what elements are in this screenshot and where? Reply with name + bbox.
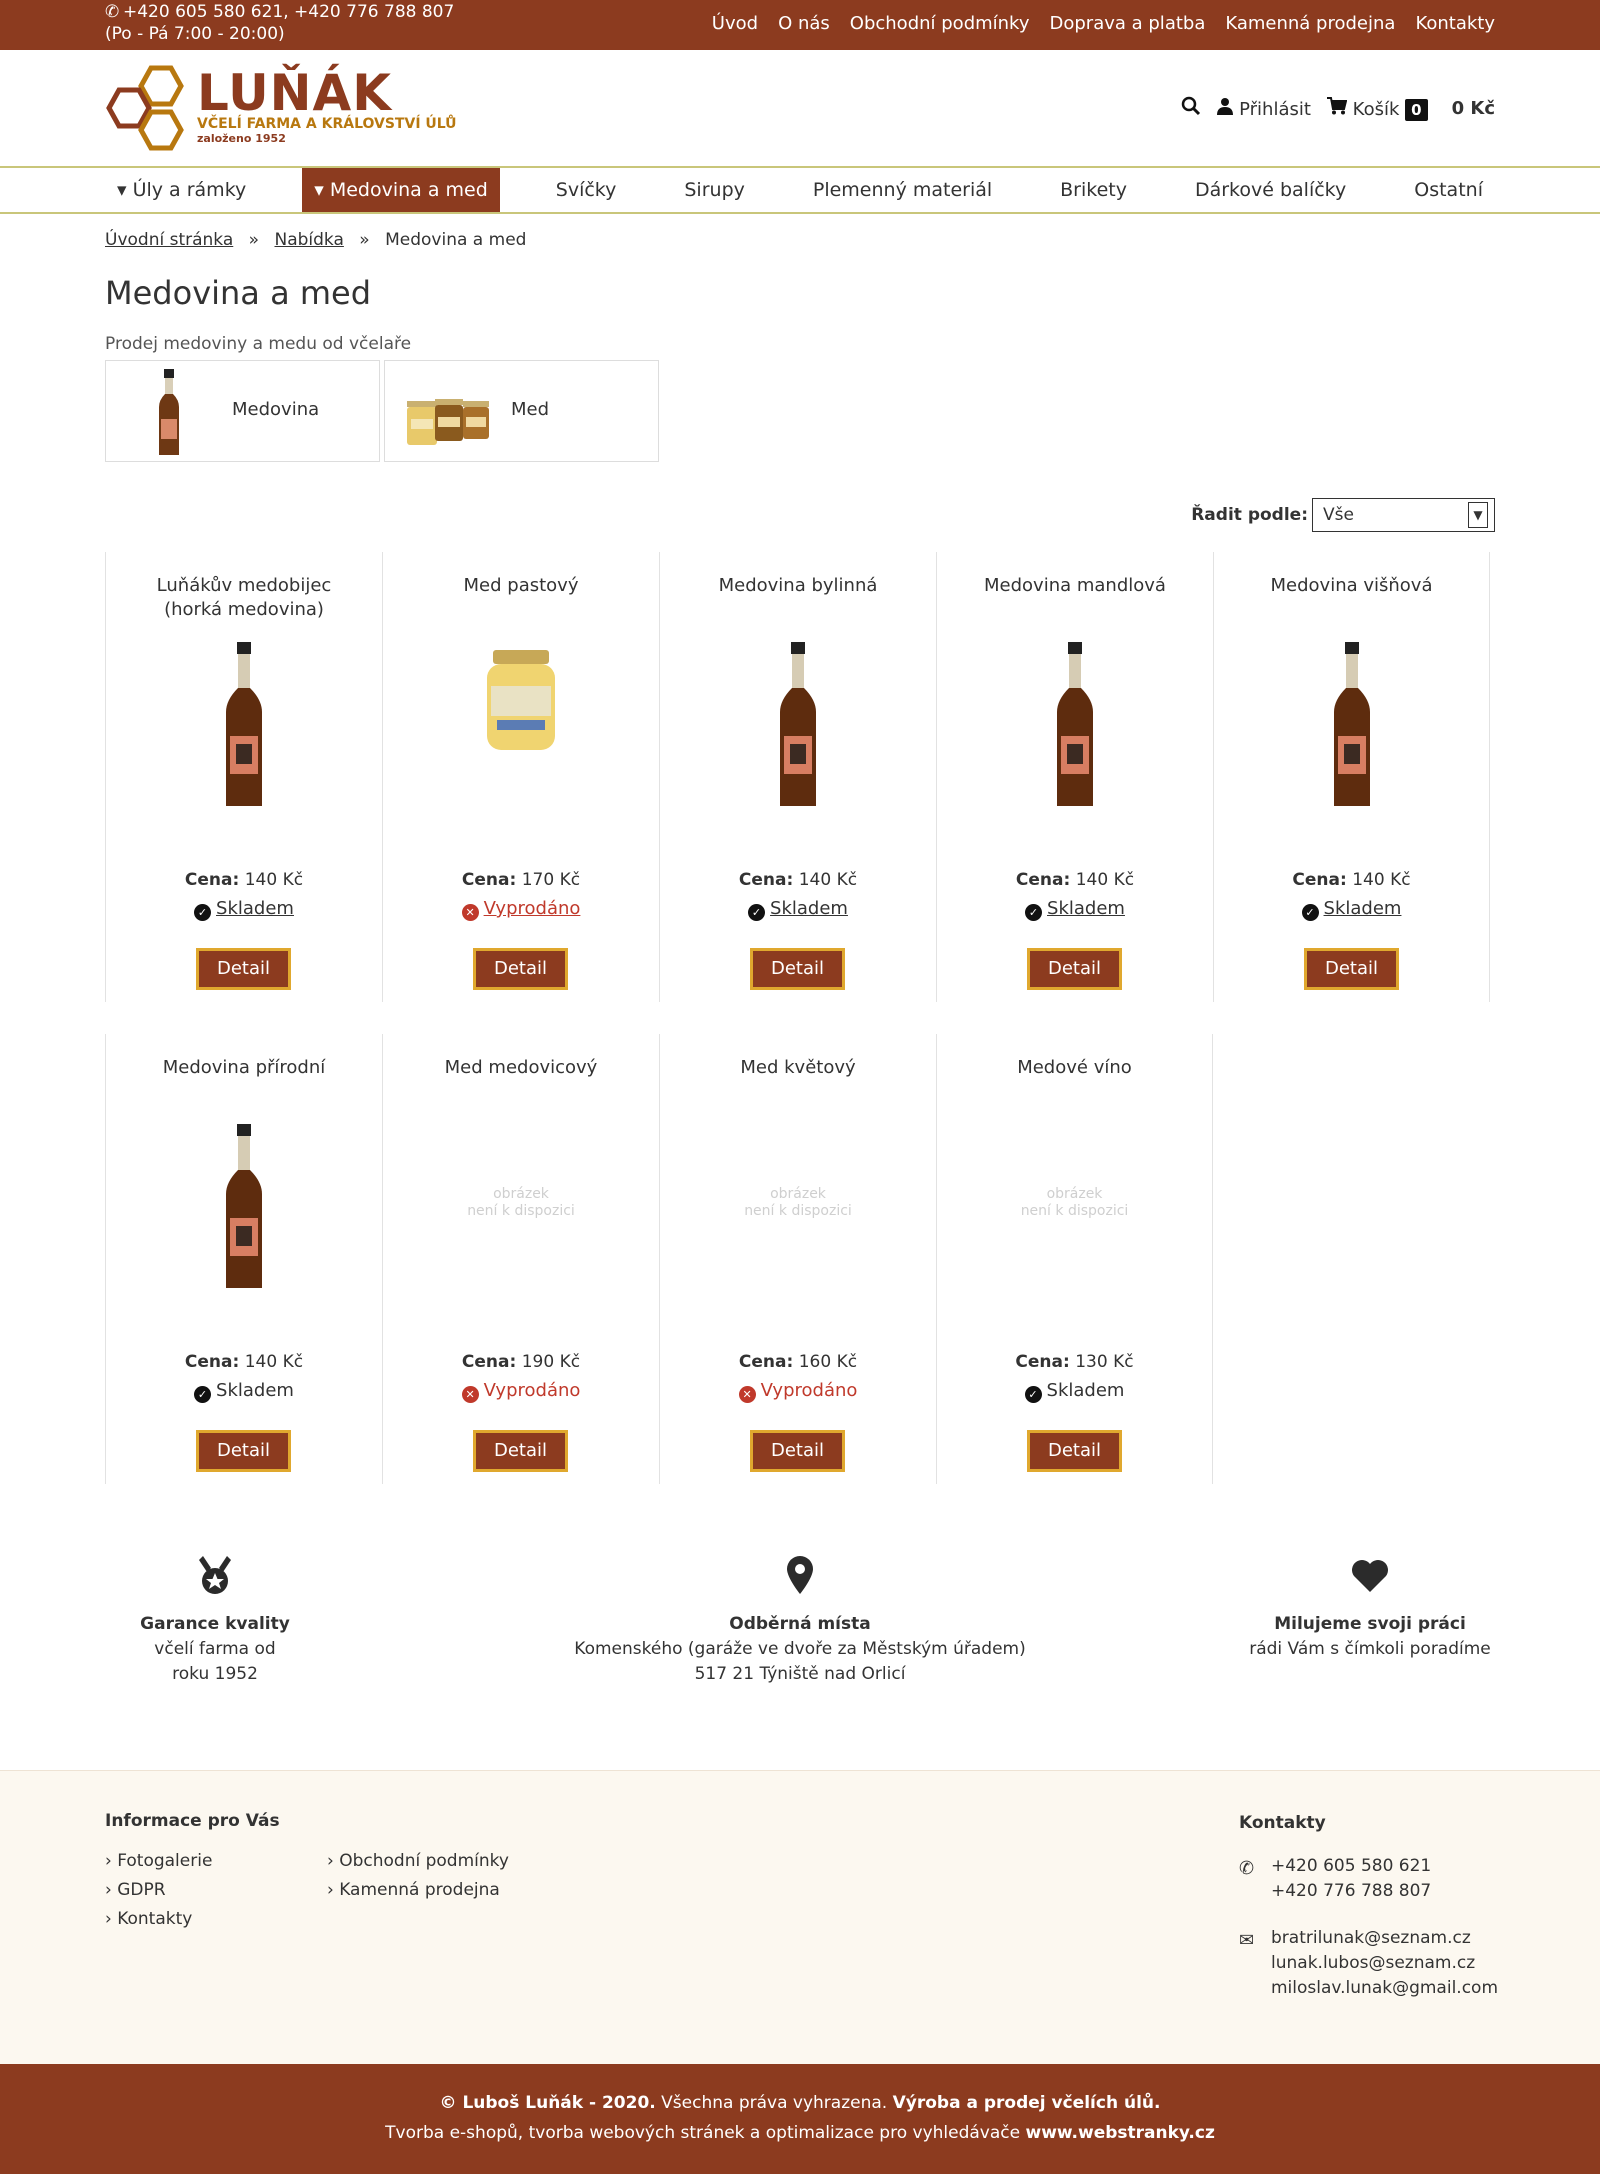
check-circle-icon: ✓ — [1025, 904, 1042, 921]
stock-status — [660, 898, 936, 921]
header — [0, 50, 1600, 166]
stock-label: Vyprodáno — [760, 1380, 858, 1401]
stock-status — [106, 898, 382, 921]
footer-links — [105, 1851, 527, 1929]
stock-status — [937, 898, 1213, 921]
search-icon[interactable] — [1181, 96, 1201, 121]
price-label: Cena: — [738, 870, 794, 890]
topbar-contact — [105, 1, 454, 45]
breadcrumb-separator: » — [248, 230, 260, 250]
sort-label: Řadit podle: — [1191, 505, 1308, 525]
footer-info — [105, 1811, 527, 1929]
credit: Tvorba e-shopů, tvorba webových stránek a optimalizace pro vyhledávače — [385, 2123, 1021, 2143]
phone-icon: ✆ — [1239, 1858, 1255, 1879]
nav-item-label: Úly a rámky — [132, 179, 247, 201]
chevron-right-icon: › — [327, 1851, 340, 1871]
nav-item-brikety[interactable]: Brikety — [1060, 179, 1127, 201]
toplink-doprava-a-platba[interactable]: Doprava a platba — [1049, 13, 1206, 34]
nav-item-plemenny-material[interactable]: Plemenný materiál — [812, 179, 993, 201]
features — [105, 1524, 1495, 1774]
toplink-kontakty[interactable]: Kontakty — [1415, 13, 1495, 34]
feature-title: Odběrná místa — [729, 1614, 871, 1634]
price-label: Cena: — [1015, 1352, 1070, 1372]
price-value: 140 Kč — [1352, 870, 1411, 890]
stock-label: Skladem — [216, 898, 294, 919]
footer-phone[interactable]: +420 605 580 621 — [1271, 1856, 1432, 1876]
chevron-right-icon: › — [105, 1851, 118, 1871]
credit-line — [0, 2118, 1600, 2148]
sort-bar — [105, 462, 1495, 542]
detail-button[interactable]: Detail — [473, 1430, 568, 1472]
subcategory-medovina[interactable] — [105, 360, 380, 462]
product-name[interactable]: Med pastový — [463, 575, 579, 596]
rights: Všechna práva vyhrazena. — [661, 2093, 888, 2113]
bottle-image — [995, 640, 1155, 810]
x-circle-icon: ✕ — [462, 904, 479, 921]
toplink-kamenna-prodejna[interactable]: Kamenná prodejna — [1225, 13, 1396, 34]
product-card[interactable] — [936, 552, 1213, 1002]
envelope-icon: ✉ — [1239, 1930, 1255, 1951]
product-price — [660, 1352, 936, 1372]
price-value: 140 Kč — [1075, 870, 1135, 890]
product-name[interactable]: Med květový — [740, 1057, 856, 1078]
stock-label: Skladem — [770, 898, 848, 919]
placeholder-line-2: není k dispozici — [1020, 1203, 1129, 1219]
bottle-image — [1272, 640, 1432, 810]
footer-contact-title: Kontakty — [1239, 1813, 1326, 1833]
image-placeholder — [660, 1186, 936, 1220]
footer-phone[interactable]: +420 776 788 807 — [1271, 1881, 1432, 1901]
feature-title: Milujeme svoji práci — [1274, 1614, 1466, 1634]
check-circle-icon: ✓ — [748, 904, 765, 921]
feature-text: rádi Vám s čímkoli poradíme — [1249, 1639, 1491, 1659]
feature-love — [1245, 1554, 1495, 1662]
product-price — [660, 870, 936, 890]
logo-brand: LUŇÁK — [197, 64, 392, 122]
footer-email[interactable]: miloslav.lunak@gmail.com — [1271, 1978, 1499, 1998]
price-label: Cena: — [461, 870, 517, 890]
stock-status — [383, 1380, 659, 1403]
stock-label: Vyprodáno — [483, 898, 581, 919]
nav-item-sirupy[interactable]: Sirupy — [684, 179, 745, 201]
credit-site[interactable]: www.webstranky.cz — [1025, 2123, 1215, 2143]
product-card[interactable] — [936, 1034, 1213, 1484]
subcategory-list — [105, 360, 1495, 462]
detail-button[interactable]: Detail — [1027, 1430, 1122, 1472]
footer-contacts — [1239, 1811, 1498, 2001]
copyright-line — [0, 2088, 1600, 2118]
page-title: Medovina a med — [105, 274, 372, 312]
caret-down-icon: ▾ — [117, 179, 133, 201]
product-card[interactable] — [105, 552, 382, 1002]
honey-jar-image — [441, 640, 601, 810]
detail-button[interactable]: Detail — [1027, 948, 1122, 990]
stock-label: Vyprodáno — [483, 1380, 581, 1401]
check-circle-icon: ✓ — [194, 1386, 211, 1403]
bottom-bar — [0, 2064, 1600, 2174]
topbar-hours: (Po - Pá 7:00 - 20:00) — [105, 24, 285, 44]
bottle-image — [164, 1122, 324, 1292]
stock-label: Skladem — [1046, 1380, 1125, 1401]
stock-status — [937, 1380, 1212, 1403]
cart-total: 0 Kč — [1451, 98, 1495, 119]
chevron-right-icon: › — [327, 1880, 340, 1900]
check-circle-icon: ✓ — [194, 904, 211, 921]
price-value: 190 Kč — [521, 1352, 581, 1372]
copyright: © Luboš Luňák - 2020. — [439, 2093, 656, 2113]
placeholder-line-1: obrázek — [1046, 1186, 1103, 1202]
product-card[interactable] — [1213, 552, 1490, 1002]
stock-label: Skladem — [1323, 898, 1402, 919]
product-name[interactable]: Med medovicový — [444, 1057, 598, 1078]
detail-button[interactable]: Detail — [750, 948, 845, 990]
product-name[interactable]: Medovina mandlová — [984, 575, 1166, 596]
breadcrumb-offer[interactable]: Nabídka — [274, 230, 344, 250]
logo-tagline: VČELÍ FARMA A KRÁLOVSTVÍ ÚLŮ — [197, 116, 457, 132]
logo[interactable] — [105, 64, 465, 154]
detail-button[interactable]: Detail — [196, 948, 291, 990]
price-label: Cena: — [738, 1352, 794, 1372]
cart-icon — [1327, 97, 1347, 115]
price-label: Cena: — [461, 1352, 517, 1372]
toplink-uvod[interactable]: Úvod — [711, 13, 759, 34]
nav-item-medovina-a-med[interactable] — [302, 168, 500, 212]
top-links — [712, 13, 1495, 34]
claim: Výroba a prodej včelích úlů. — [892, 2093, 1161, 2113]
price-label: Cena: — [1015, 870, 1071, 890]
check-circle-icon: ✓ — [1302, 904, 1319, 921]
nav-item-svicky[interactable]: Svíčky — [555, 179, 617, 201]
user-icon — [1217, 97, 1233, 115]
subcategory-label: Medovina — [232, 399, 320, 420]
nav-item-ostatni[interactable]: Ostatní — [1414, 179, 1483, 201]
product-card[interactable] — [382, 552, 659, 1002]
cart-label: Košík — [1352, 99, 1400, 120]
footer-info-title: Informace pro Vás — [105, 1811, 280, 1831]
honey-jars-thumbnail — [405, 367, 495, 457]
product-card[interactable] — [659, 1034, 936, 1484]
product-name[interactable]: Medové víno — [1017, 1057, 1132, 1078]
phone-icon: ✆ — [105, 2, 120, 22]
product-card[interactable] — [382, 1034, 659, 1484]
sort-selected-value: Vše — [1323, 505, 1354, 525]
cart-count-badge: 0 — [1405, 99, 1427, 121]
stock-status — [1214, 898, 1489, 921]
product-grid-row-2 — [105, 1034, 1495, 1484]
product-name[interactable]: Luňákův medobijec (horká medovina) — [156, 575, 332, 620]
footer-link-kontakty[interactable]: › Kontakty — [105, 1909, 193, 1929]
feature-title: Garance kvality — [140, 1614, 290, 1634]
footer-emails — [1239, 1926, 1498, 2001]
product-name[interactable]: Medovina višňová — [1270, 575, 1433, 596]
toplink-obchodni-podminky[interactable]: Obchodní podmínky — [849, 13, 1030, 34]
bottle-thumbnail — [126, 367, 216, 457]
product-price — [937, 870, 1213, 890]
product-price — [1214, 870, 1489, 890]
subcategory-med[interactable] — [384, 360, 659, 462]
nav-item-darkove-balicky[interactable]: Dárkové balíčky — [1194, 179, 1347, 201]
stock-status — [106, 1380, 382, 1403]
product-price — [937, 1352, 1212, 1372]
cart-link[interactable] — [1327, 97, 1428, 120]
price-label: Cena: — [184, 870, 240, 890]
detail-button[interactable]: Detail — [750, 1430, 845, 1472]
stock-status — [660, 1380, 936, 1403]
footer-email[interactable]: bratrilunak@seznam.cz — [1271, 1928, 1471, 1948]
honeycomb-logo-icon — [105, 64, 197, 154]
footer-link-gdpr[interactable]: › GDPR — [105, 1880, 166, 1900]
breadcrumb-home[interactable]: Úvodní stránka — [105, 230, 234, 250]
x-circle-icon: ✕ — [462, 1386, 479, 1403]
caret-down-icon: ▾ — [314, 179, 330, 201]
product-price — [383, 870, 659, 890]
feature-text: včelí farma od roku 1952 — [154, 1639, 276, 1684]
header-actions — [1181, 96, 1495, 121]
subcategory-label: Med — [511, 399, 550, 420]
chevron-right-icon: › — [105, 1880, 118, 1900]
main-nav — [0, 166, 1600, 214]
placeholder-line-1: obrázek — [770, 1186, 826, 1202]
login-link[interactable] — [1217, 97, 1311, 120]
image-placeholder — [383, 1186, 659, 1220]
footer-link-fotogalerie[interactable]: › Fotogalerie — [105, 1851, 213, 1871]
product-grid-row-1 — [105, 552, 1495, 1002]
product-name[interactable]: Medovina přírodní — [162, 1057, 326, 1078]
feature-text: 517 21 Týniště nad Orlicí — [694, 1664, 906, 1684]
price-value: 140 Kč — [798, 870, 858, 890]
stock-label: Skladem — [1047, 898, 1125, 919]
placeholder-line-2: není k dispozici — [467, 1203, 575, 1219]
product-name[interactable]: Medovina bylinná — [718, 575, 878, 596]
page-intro: Prodej medoviny a medu od včelaře — [105, 334, 412, 354]
breadcrumb-separator: » — [359, 230, 370, 250]
price-value: 130 Kč — [1075, 1352, 1134, 1372]
price-value: 140 Kč — [244, 870, 304, 890]
image-placeholder — [937, 1186, 1212, 1220]
chevron-right-icon: › — [105, 1909, 118, 1929]
bottle-image — [718, 640, 878, 810]
price-value: 140 Kč — [244, 1352, 304, 1372]
product-card[interactable] — [659, 552, 936, 1002]
breadcrumb — [105, 214, 1495, 264]
footer-email[interactable]: lunak.lubos@seznam.cz — [1271, 1953, 1476, 1973]
nav-item-label: Medovina a med — [329, 179, 488, 201]
breadcrumb-current: Medovina a med — [385, 230, 527, 250]
placeholder-line-2: není k dispozici — [744, 1203, 852, 1219]
map-pin-icon — [785, 1554, 815, 1596]
login-label: Přihlásit — [1239, 99, 1311, 120]
product-price — [383, 1352, 659, 1372]
footer — [0, 1770, 1600, 2064]
x-circle-icon: ✕ — [739, 1386, 756, 1403]
price-label: Cena: — [184, 1352, 240, 1372]
check-circle-icon: ✓ — [1025, 1386, 1042, 1403]
sort-select[interactable] — [1312, 498, 1495, 532]
detail-button[interactable]: Detail — [196, 1430, 291, 1472]
toplink-o-nas[interactable]: O nás — [778, 13, 830, 34]
top-bar — [0, 0, 1600, 50]
main-content — [105, 214, 1495, 1774]
feature-pickup — [540, 1554, 1060, 1687]
detail-button[interactable]: Detail — [1304, 948, 1399, 990]
heart-icon — [1350, 1554, 1390, 1596]
stock-status — [383, 898, 659, 921]
feature-quality — [135, 1554, 295, 1687]
placeholder-line-1: obrázek — [493, 1186, 549, 1202]
detail-button[interactable]: Detail — [473, 948, 568, 990]
nav-item-uly-a-ramky[interactable] — [105, 168, 258, 212]
product-price — [106, 1352, 382, 1372]
chevron-down-icon: ▼ — [1468, 502, 1488, 528]
stock-label: Skladem — [216, 1380, 294, 1401]
price-label: Cena: — [1292, 870, 1347, 890]
footer-link-kamenna-prodejna[interactable]: › Kamenná prodejna — [327, 1880, 500, 1900]
medal-icon — [195, 1554, 235, 1596]
topbar-phones: +420 605 580 621, +420 776 788 807 — [123, 2, 455, 22]
bottle-image — [164, 640, 324, 810]
product-card[interactable] — [105, 1034, 382, 1484]
footer-link-obchodni-podminky[interactable]: › Obchodní podmínky — [327, 1851, 509, 1871]
logo-founded: založeno 1952 — [197, 132, 286, 145]
feature-text: Komenského (garáže ve dvoře za Městským úřadem) — [574, 1639, 1026, 1659]
footer-phones — [1239, 1854, 1498, 1904]
product-price — [106, 870, 382, 890]
price-value: 170 Kč — [521, 870, 581, 890]
price-value: 160 Kč — [798, 1352, 858, 1372]
